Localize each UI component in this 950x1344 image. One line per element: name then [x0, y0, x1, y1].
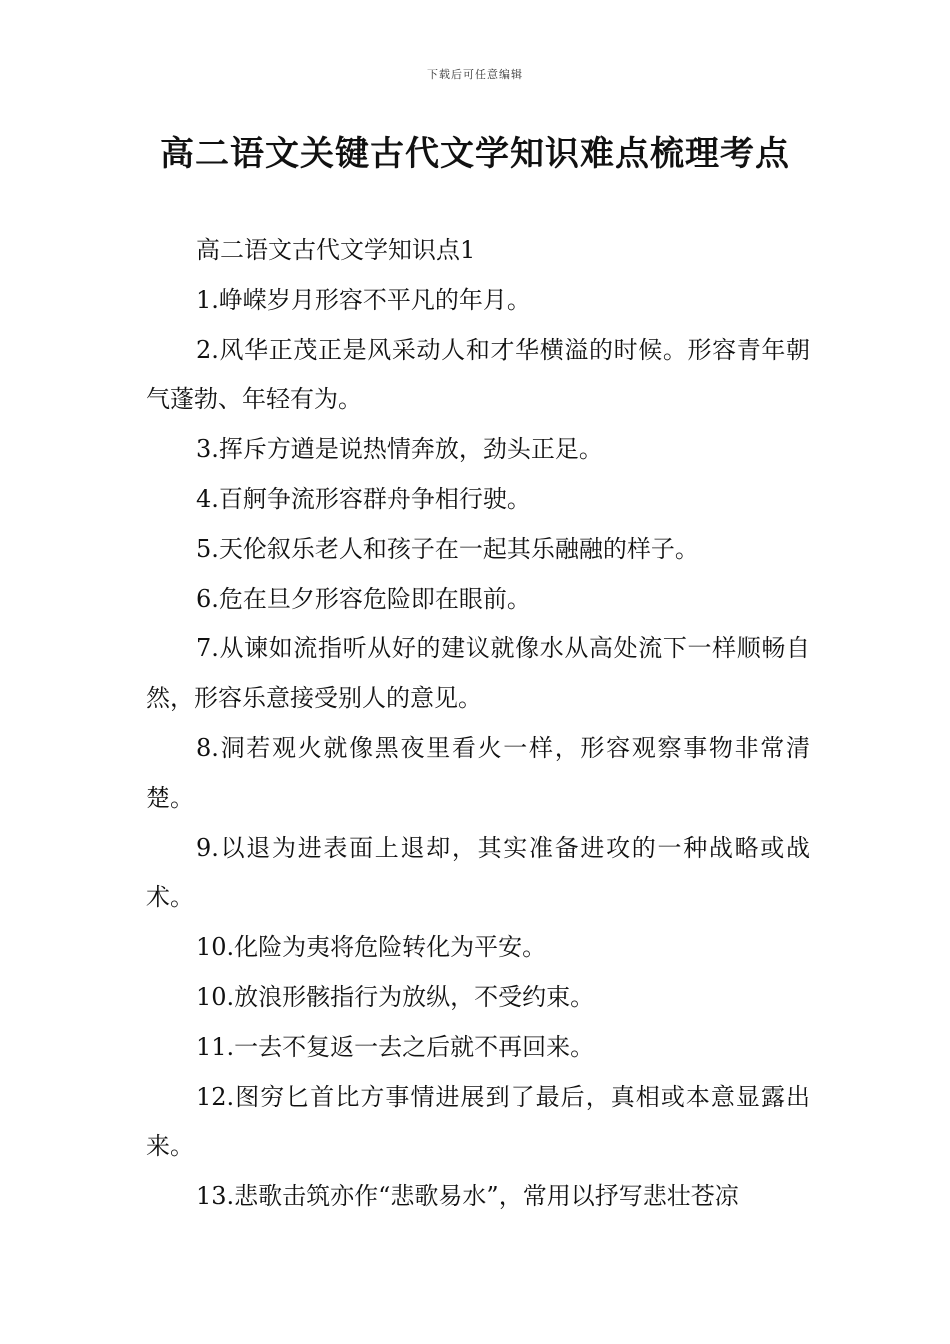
paragraph: 9.以退为进表面上退却，其实准备进攻的一种战略或战术。	[146, 833, 810, 912]
document-body	[146, 226, 810, 1222]
document-title: 高二语文关键古代文学知识难点梳理考点	[160, 134, 790, 174]
paragraph: 4.百舸争流形容群舟争相行驶。	[196, 484, 531, 513]
paragraph: 11.一去不复返一去之后就不再回来。	[196, 1032, 595, 1061]
paragraph: 1.峥嵘岁月形容不平凡的年月。	[196, 285, 531, 314]
paragraph: 3.挥斥方遒是说热情奔放，劲头正足。	[196, 435, 603, 464]
paragraph: 10.放浪形骸指行为放纵，不受约束。	[196, 982, 595, 1011]
paragraph: 13.悲歌击筑亦作“悲歌易水”，常用以抒写悲壮苍凉	[196, 1182, 739, 1211]
paragraph: 12.图穷匕首比方事情进展到了最后，真相或本意显露出来。	[146, 1082, 810, 1161]
section-heading: 高二语文古代文学知识点1	[196, 236, 476, 264]
paragraph: 8.洞若观火就像黑夜里看火一样，形容观察事物非常清楚。	[146, 733, 810, 812]
paragraph: 2.风华正茂正是风采动人和才华横溢的时候。形容青年朝气蓬勃、年轻有为。	[146, 335, 810, 414]
paragraph: 6.危在旦夕形容危险即在眼前。	[196, 584, 531, 613]
paragraph: 10.化险为夷将危险转化为平安。	[196, 933, 547, 962]
paragraph: 7.从谏如流指听从好的建议就像水从高处流下一样顺畅自然，形容乐意接受别人的意见。	[146, 634, 810, 713]
header-note: 下载后可任意编辑	[427, 68, 523, 81]
paragraph: 5.天伦叙乐老人和孩子在一起其乐融融的样子。	[196, 534, 699, 563]
